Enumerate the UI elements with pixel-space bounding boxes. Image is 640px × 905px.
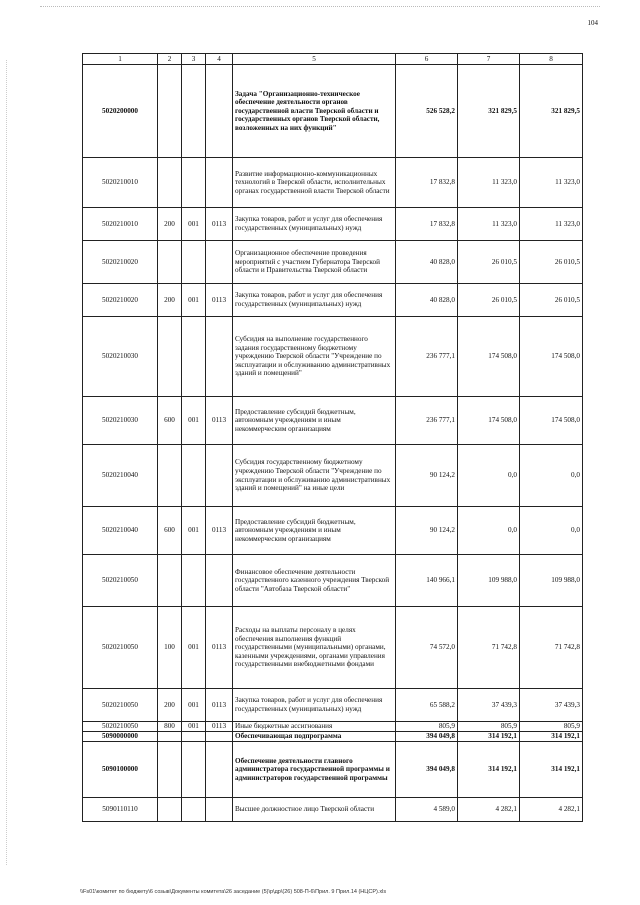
section-code-cell <box>206 158 233 208</box>
csr-code-cell: 5020210010 <box>83 208 158 241</box>
section-code-cell <box>206 65 233 158</box>
section-code-cell <box>206 555 233 607</box>
csr-code-cell: 5020210030 <box>83 317 158 397</box>
amount-col7-cell: 174 508,0 <box>458 317 520 397</box>
amount-col6-cell: 140 966,1 <box>396 555 458 607</box>
vr-code-cell: 200 <box>158 208 182 241</box>
gr-code-cell: 001 <box>182 722 206 732</box>
amount-col6-cell: 394 049,8 <box>396 742 458 798</box>
csr-code-cell: 5020210010 <box>83 158 158 208</box>
item-name-cell: Закупка товаров, работ и услуг для обеспечения государственных (муниципальных) нужд <box>233 284 396 317</box>
csr-code-cell: 5020210050 <box>83 607 158 689</box>
csr-code-cell: 5020210020 <box>83 284 158 317</box>
amount-col8-cell: 314 192,1 <box>520 742 583 798</box>
section-code-cell: 0113 <box>206 208 233 241</box>
amount-col8-cell: 26 010,5 <box>520 284 583 317</box>
amount-col6-cell: 17 832,8 <box>396 158 458 208</box>
table-body <box>83 65 583 822</box>
table-row <box>83 507 583 555</box>
amount-col7-cell: 109 988,0 <box>458 555 520 607</box>
item-name-cell: Развитие информационно-коммуникационных технологий в Тверской области, исполнительных органах государственной власти Тверской области <box>233 158 396 208</box>
amount-col8-cell: 314 192,1 <box>520 732 583 742</box>
table-row <box>83 241 583 284</box>
amount-col7-cell: 174 508,0 <box>458 397 520 445</box>
amount-col6-cell: 17 832,8 <box>396 208 458 241</box>
vr-code-cell: 600 <box>158 397 182 445</box>
gr-code-cell <box>182 65 206 158</box>
item-name-cell: Обеспечивающая подпрограмма <box>233 732 396 742</box>
table-row <box>83 689 583 722</box>
amount-col7-cell: 0,0 <box>458 507 520 555</box>
amount-col8-cell: 11 323,0 <box>520 208 583 241</box>
section-code-cell: 0113 <box>206 507 233 555</box>
amount-col8-cell: 174 508,0 <box>520 397 583 445</box>
csr-code-cell: 5020210020 <box>83 241 158 284</box>
amount-col7-cell: 805,9 <box>458 722 520 732</box>
col-header: 6 <box>396 54 458 65</box>
amount-col8-cell: 805,9 <box>520 722 583 732</box>
gr-code-cell: 001 <box>182 397 206 445</box>
col-header: 7 <box>458 54 520 65</box>
amount-col7-cell: 37 439,3 <box>458 689 520 722</box>
vr-code-cell <box>158 742 182 798</box>
col-header: 5 <box>233 54 396 65</box>
amount-col8-cell: 174 508,0 <box>520 317 583 397</box>
vr-code-cell <box>158 445 182 507</box>
amount-col7-cell: 26 010,5 <box>458 284 520 317</box>
amount-col7-cell: 314 192,1 <box>458 732 520 742</box>
amount-col7-cell: 4 282,1 <box>458 798 520 822</box>
file-path-footer: \\Fs01\комитет по бюджету\6 созыв\Документы комитета\26 заседание (5)\р\др\(26) 508-П-6\Прил. 9 Прил.14 (НЦСР).xls <box>80 889 387 895</box>
vr-code-cell <box>158 241 182 284</box>
vr-code-cell <box>158 65 182 158</box>
table-row <box>83 555 583 607</box>
col-header: 1 <box>83 54 158 65</box>
item-name-cell: Предоставление субсидий бюджетным, автономным учреждениям и иным некоммерческим организациям <box>233 507 396 555</box>
csr-code-cell: 5020210040 <box>83 507 158 555</box>
section-code-cell: 0113 <box>206 689 233 722</box>
section-code-cell: 0113 <box>206 722 233 732</box>
section-code-cell <box>206 317 233 397</box>
gr-code-cell: 001 <box>182 689 206 722</box>
vr-code-cell <box>158 158 182 208</box>
item-name-cell: Закупка товаров, работ и услуг для обеспечения государственных (муниципальных) нужд <box>233 208 396 241</box>
item-name-cell: Расходы на выплаты персоналу в целях обеспечения выполнения функций государственными (муниципальными) органами, казенными учреждениями, органами управления государственными внебюджетными фондами <box>233 607 396 689</box>
amount-col6-cell: 90 124,2 <box>396 507 458 555</box>
csr-code-cell: 5020210050 <box>83 722 158 732</box>
amount-col8-cell: 4 282,1 <box>520 798 583 822</box>
item-name-cell: Субсидия государственному бюджетному учреждению Тверской области "Учреждение по эксплуатации и обслуживанию административных зданий и помещений" на иные цели <box>233 445 396 507</box>
table-row <box>83 284 583 317</box>
item-name-cell: Субсидия на выполнение государственного задания государственному бюджетному учреждению Тверской области "Учреждение по эксплуатации и обслуживанию административных зданий и помещений" <box>233 317 396 397</box>
item-name-cell: Закупка товаров, работ и услуг для обеспечения государственных (муниципальных) нужд <box>233 689 396 722</box>
item-name-cell: Задача "Организационно-техническое обеспечение деятельности органов государственной власти Тверской области и государственных органов Тверской области, возложенных на них функций" <box>233 65 396 158</box>
vr-code-cell <box>158 317 182 397</box>
amount-col7-cell: 26 010,5 <box>458 241 520 284</box>
amount-col6-cell: 65 588,2 <box>396 689 458 722</box>
table-row <box>83 65 583 158</box>
item-name-cell: Предоставление субсидий бюджетным, автономным учреждениям и иным некоммерческим организациям <box>233 397 396 445</box>
gr-code-cell: 001 <box>182 507 206 555</box>
amount-col7-cell: 321 829,5 <box>458 65 520 158</box>
gr-code-cell <box>182 742 206 798</box>
amount-col8-cell: 26 010,5 <box>520 241 583 284</box>
amount-col6-cell: 526 528,2 <box>396 65 458 158</box>
amount-col8-cell: 11 323,0 <box>520 158 583 208</box>
col-header: 3 <box>182 54 206 65</box>
amount-col7-cell: 0,0 <box>458 445 520 507</box>
amount-col6-cell: 74 572,0 <box>396 607 458 689</box>
section-code-cell <box>206 241 233 284</box>
gr-code-cell <box>182 241 206 284</box>
table-row <box>83 208 583 241</box>
scan-left-edge <box>6 60 7 865</box>
gr-code-cell <box>182 555 206 607</box>
table-row <box>83 397 583 445</box>
page-number: 104 <box>587 19 598 27</box>
item-name-cell: Иные бюджетные ассигнования <box>233 722 396 732</box>
gr-code-cell <box>182 445 206 507</box>
table-row <box>83 158 583 208</box>
gr-code-cell <box>182 317 206 397</box>
amount-col8-cell: 109 988,0 <box>520 555 583 607</box>
item-name-cell: Обеспечение деятельности главного администратора государственной программы и администраторов государственной программы <box>233 742 396 798</box>
section-code-cell <box>206 742 233 798</box>
amount-col6-cell: 4 589,0 <box>396 798 458 822</box>
table-row <box>83 607 583 689</box>
csr-code-cell: 5020210050 <box>83 555 158 607</box>
amount-col6-cell: 40 828,0 <box>396 284 458 317</box>
table-row <box>83 742 583 798</box>
csr-code-cell: 5020210050 <box>83 689 158 722</box>
header-row <box>83 54 583 65</box>
item-name-cell: Финансовое обеспечение деятельности государственного казенного учреждения Тверской области "Автобаза Тверской области" <box>233 555 396 607</box>
amount-col6-cell: 40 828,0 <box>396 241 458 284</box>
vr-code-cell <box>158 798 182 822</box>
section-code-cell <box>206 445 233 507</box>
amount-col8-cell: 321 829,5 <box>520 65 583 158</box>
section-code-cell <box>206 798 233 822</box>
col-header: 4 <box>206 54 233 65</box>
amount-col6-cell: 394 049,8 <box>396 732 458 742</box>
vr-code-cell: 200 <box>158 689 182 722</box>
amount-col8-cell: 37 439,3 <box>520 689 583 722</box>
col-header: 2 <box>158 54 182 65</box>
col-header: 8 <box>520 54 583 65</box>
gr-code-cell: 001 <box>182 208 206 241</box>
section-code-cell: 0113 <box>206 397 233 445</box>
amount-col6-cell: 90 124,2 <box>396 445 458 507</box>
amount-col6-cell: 236 777,1 <box>396 397 458 445</box>
amount-col8-cell: 0,0 <box>520 445 583 507</box>
table-row <box>83 317 583 397</box>
item-name-cell: Высшее должностное лицо Тверской области <box>233 798 396 822</box>
gr-code-cell: 001 <box>182 607 206 689</box>
vr-code-cell: 100 <box>158 607 182 689</box>
scan-top-edge <box>40 6 600 7</box>
table-row <box>83 798 583 822</box>
budget-table <box>82 53 583 822</box>
vr-code-cell: 200 <box>158 284 182 317</box>
section-code-cell <box>206 732 233 742</box>
table-row <box>83 722 583 732</box>
csr-code-cell: 5020210040 <box>83 445 158 507</box>
csr-code-cell: 5090100000 <box>83 742 158 798</box>
csr-code-cell: 5020200000 <box>83 65 158 158</box>
gr-code-cell <box>182 798 206 822</box>
vr-code-cell: 800 <box>158 722 182 732</box>
table-row <box>83 445 583 507</box>
amount-col8-cell: 0,0 <box>520 507 583 555</box>
amount-col7-cell: 11 323,0 <box>458 208 520 241</box>
gr-code-cell <box>182 732 206 742</box>
vr-code-cell <box>158 555 182 607</box>
item-name-cell: Организационное обеспечение проведения мероприятий с участием Губернатора Тверской области и Правительства Тверской области <box>233 241 396 284</box>
csr-code-cell: 5020210030 <box>83 397 158 445</box>
table-row <box>83 732 583 742</box>
amount-col6-cell: 236 777,1 <box>396 317 458 397</box>
csr-code-cell: 5090110110 <box>83 798 158 822</box>
amount-col8-cell: 71 742,8 <box>520 607 583 689</box>
vr-code-cell: 600 <box>158 507 182 555</box>
gr-code-cell <box>182 158 206 208</box>
amount-col7-cell: 314 192,1 <box>458 742 520 798</box>
vr-code-cell <box>158 732 182 742</box>
amount-col7-cell: 71 742,8 <box>458 607 520 689</box>
amount-col6-cell: 805,9 <box>396 722 458 732</box>
section-code-cell: 0113 <box>206 284 233 317</box>
gr-code-cell: 001 <box>182 284 206 317</box>
amount-col7-cell: 11 323,0 <box>458 158 520 208</box>
section-code-cell: 0113 <box>206 607 233 689</box>
csr-code-cell: 5090000000 <box>83 732 158 742</box>
